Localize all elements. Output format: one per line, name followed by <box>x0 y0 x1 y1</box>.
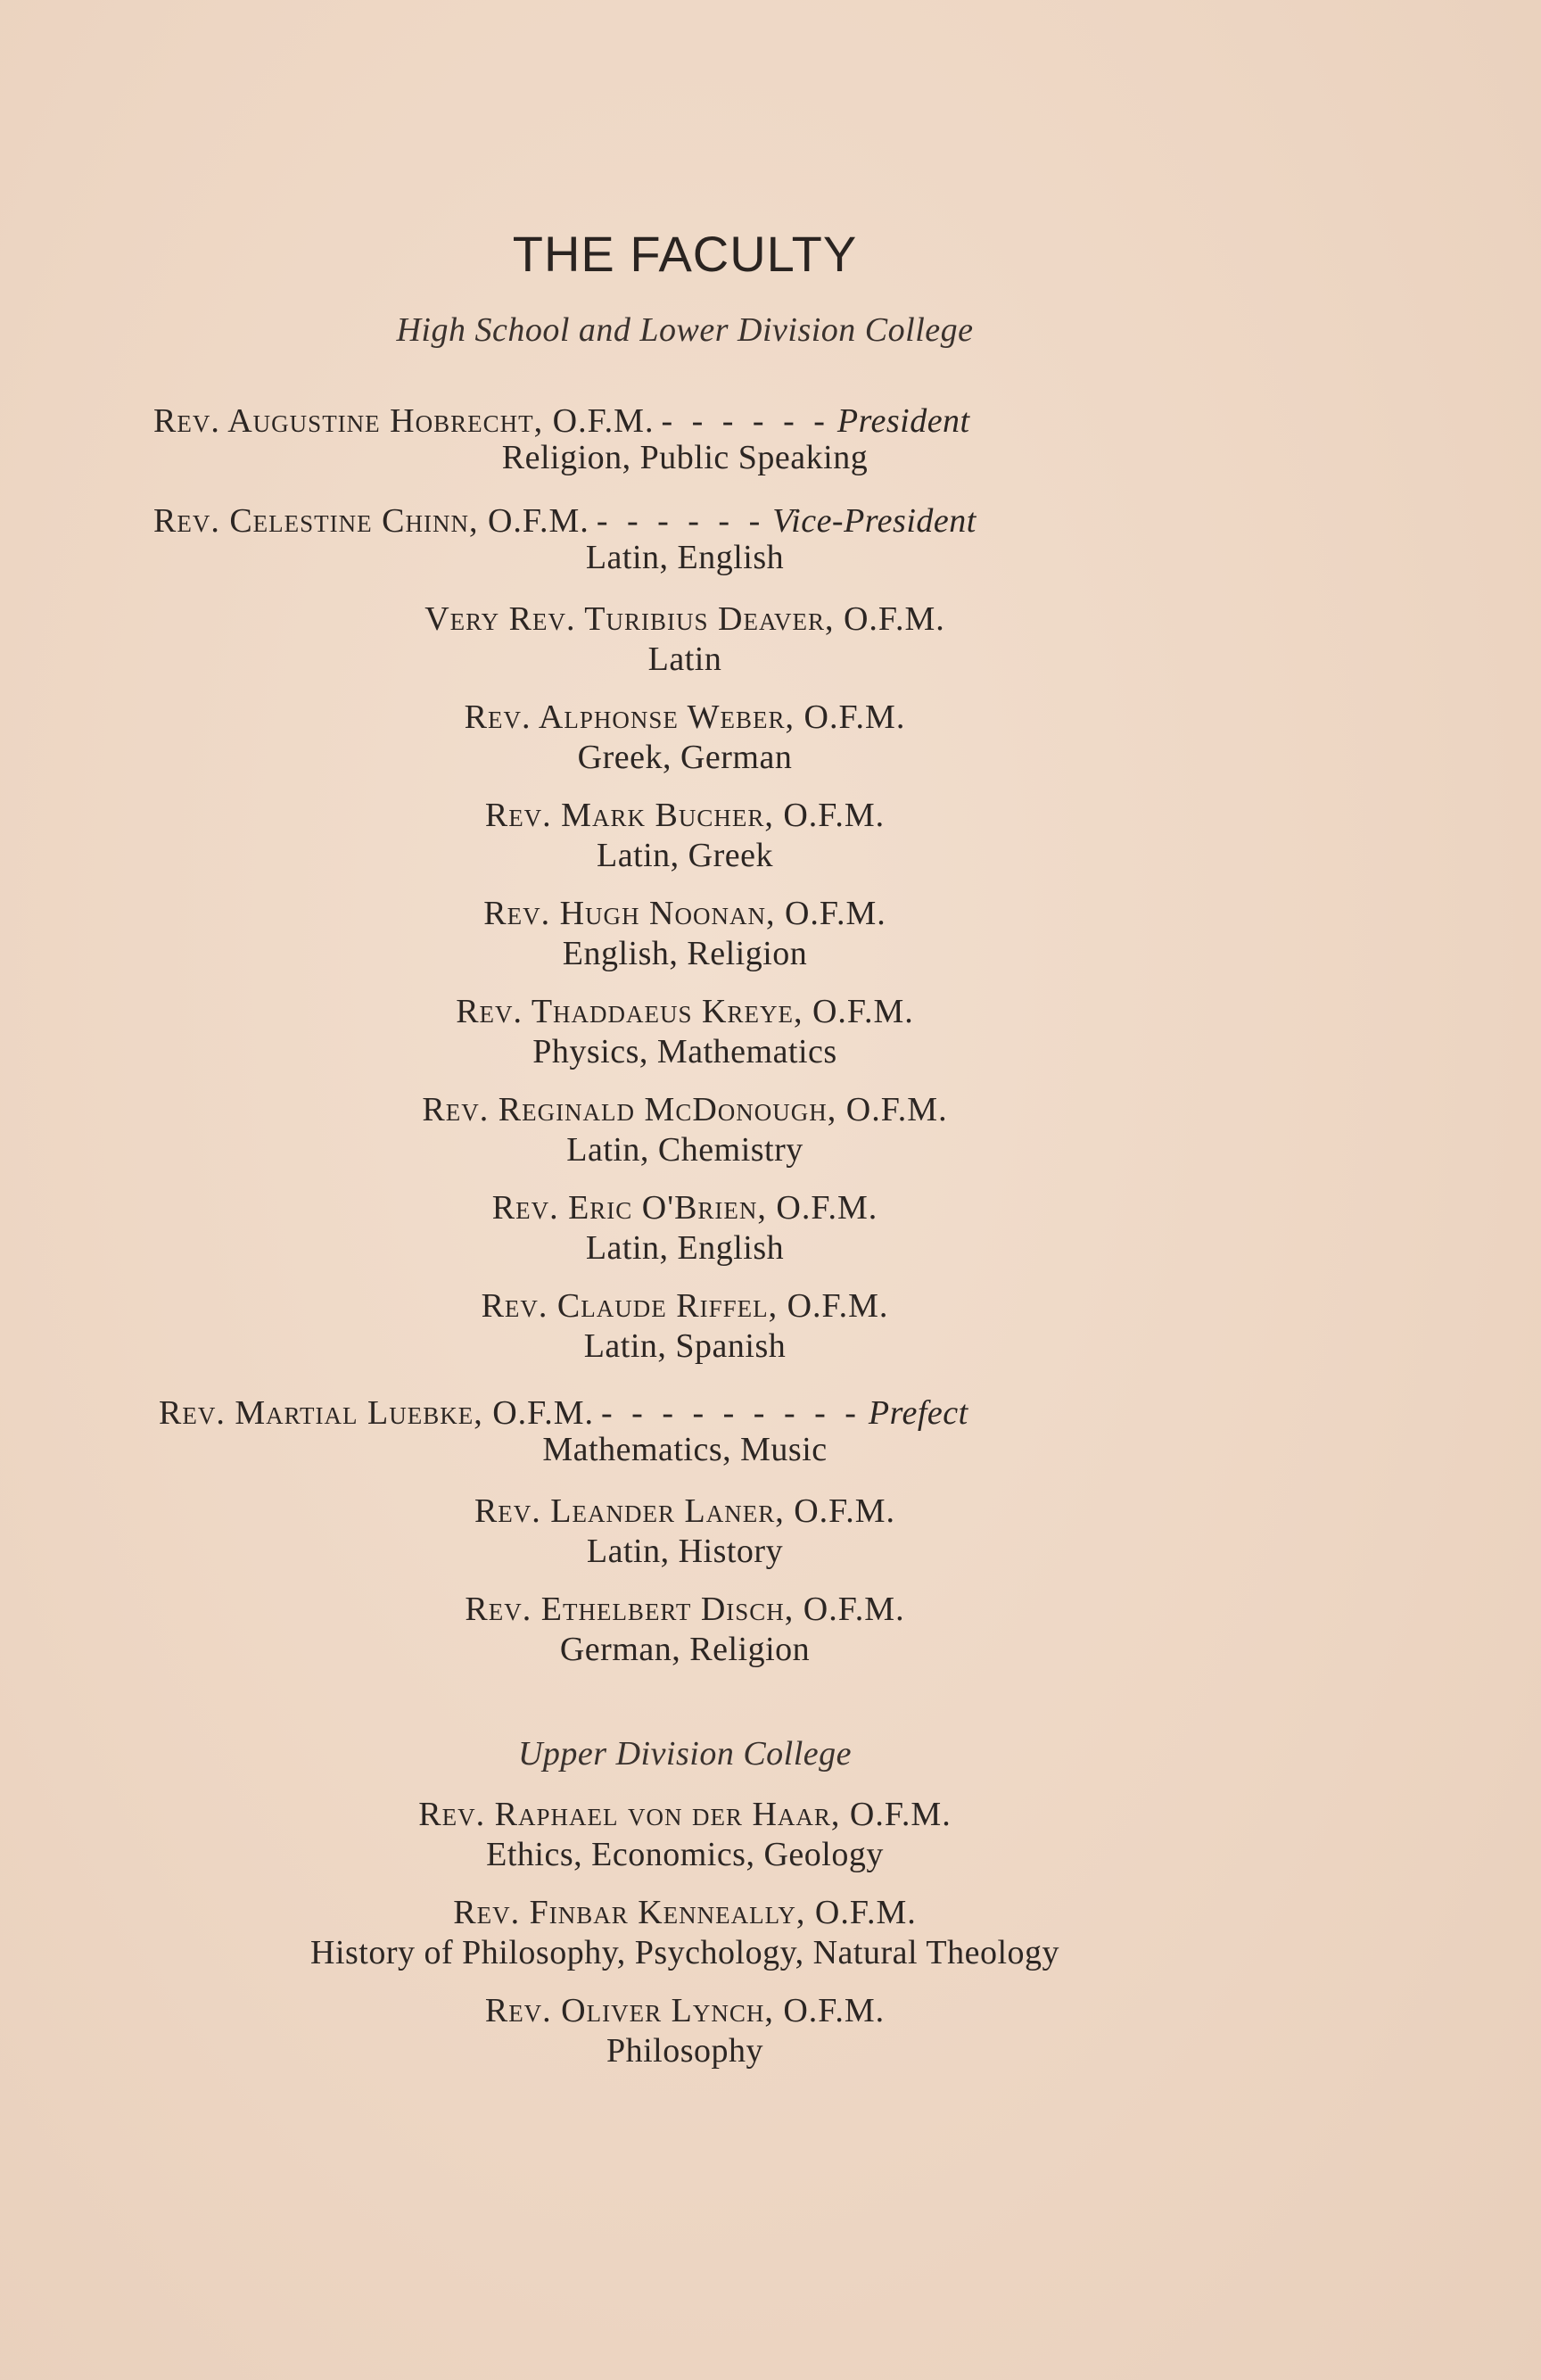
officer-name: Rev. Augustine Hobrecht, O.F.M. <box>153 402 655 440</box>
faculty-entry <box>0 1795 1370 1875</box>
faculty-name: Rev. Leander Laner, O.F.M. <box>474 1492 896 1530</box>
faculty-subjects: Latin, Chemistry <box>566 1131 803 1169</box>
faculty-subjects: Philosophy <box>606 2032 764 2070</box>
officer-role: President <box>836 402 970 440</box>
section-heading-upper: Upper Division College <box>517 1735 853 1773</box>
officer-line-prefect <box>159 1393 968 1433</box>
faculty-name: Rev. Eric O'Brien, O.F.M. <box>491 1189 878 1227</box>
faculty-subjects: History of Philosophy, Psychology, Natural Theology <box>310 1934 1059 1971</box>
officer-name: Rev. Celestine Chinn, O.F.M. <box>153 502 589 540</box>
officer-role: Prefect <box>868 1394 968 1432</box>
faculty-entry <box>0 796 1370 876</box>
faculty-name: Very Rev. Turibius Deaver, O.F.M. <box>424 600 945 638</box>
faculty-name: Rev. Mark Bucher, O.F.M. <box>484 797 886 834</box>
officer-role: Vice-President <box>772 502 977 540</box>
officer-subjects-prefect: Mathematics, Music <box>542 1431 828 1468</box>
faculty-entry <box>0 1090 1370 1170</box>
faculty-name: Rev. Ethelbert Disch, O.F.M. <box>465 1591 905 1628</box>
page-title: THE FACULTY <box>512 226 858 282</box>
faculty-subjects: Physics, Mathematics <box>532 1033 837 1070</box>
faculty-entry <box>0 599 1370 680</box>
officer-subjects-president: Religion, Public Speaking <box>501 439 869 476</box>
faculty-subjects: Latin, English <box>585 1229 785 1267</box>
faculty-name: Rev. Reginald McDonough, O.F.M. <box>422 1091 948 1128</box>
officer-line-president <box>153 401 970 441</box>
leader-dashes: - - - - - - <box>596 502 766 540</box>
faculty-entry <box>0 698 1370 778</box>
faculty-subjects: German, Religion <box>559 1631 811 1668</box>
faculty-name: Rev. Thaddaeus Kreye, O.F.M. <box>456 993 914 1030</box>
faculty-subjects: Latin <box>647 640 722 678</box>
faculty-entry <box>0 1893 1370 1973</box>
faculty-subjects: Greek, German <box>577 739 793 776</box>
faculty-subjects: Ethics, Economics, Geology <box>486 1836 884 1873</box>
faculty-entry <box>0 1492 1370 1572</box>
faculty-subjects: Latin, History <box>586 1533 784 1570</box>
faculty-entry <box>0 894 1370 974</box>
officer-subjects-vice-president: Latin, English <box>585 539 785 576</box>
officer-name: Rev. Martial Luebke, O.F.M. <box>159 1394 595 1432</box>
faculty-entry <box>0 1286 1370 1367</box>
faculty-name: Rev. Hugh Noonan, O.F.M. <box>483 895 886 932</box>
faculty-name: Rev. Alphonse Weber, O.F.M. <box>464 698 906 736</box>
faculty-entry <box>0 992 1370 1072</box>
faculty-subjects: Latin, Greek <box>596 837 774 874</box>
faculty-subjects: English, Religion <box>562 935 808 972</box>
faculty-name: Rev. Claude Riffel, O.F.M. <box>481 1287 889 1325</box>
faculty-entry <box>0 1590 1370 1670</box>
officer-line-vice-president <box>153 501 977 541</box>
faculty-entry <box>0 1188 1370 1269</box>
faculty-name: Rev. Finbar Kenneally, O.F.M. <box>453 1894 917 1931</box>
faculty-name: Rev. Oliver Lynch, O.F.M. <box>484 1992 886 2029</box>
faculty-name: Rev. Raphael von der Haar, O.F.M. <box>418 1796 952 1833</box>
leader-dashes: - - - - - - - - - <box>601 1394 861 1432</box>
section-heading-lower: High School and Lower Division College <box>396 311 974 349</box>
leader-dashes: - - - - - - <box>661 402 830 440</box>
faculty-subjects: Latin, Spanish <box>583 1327 787 1365</box>
faculty-entry <box>0 1991 1370 2071</box>
